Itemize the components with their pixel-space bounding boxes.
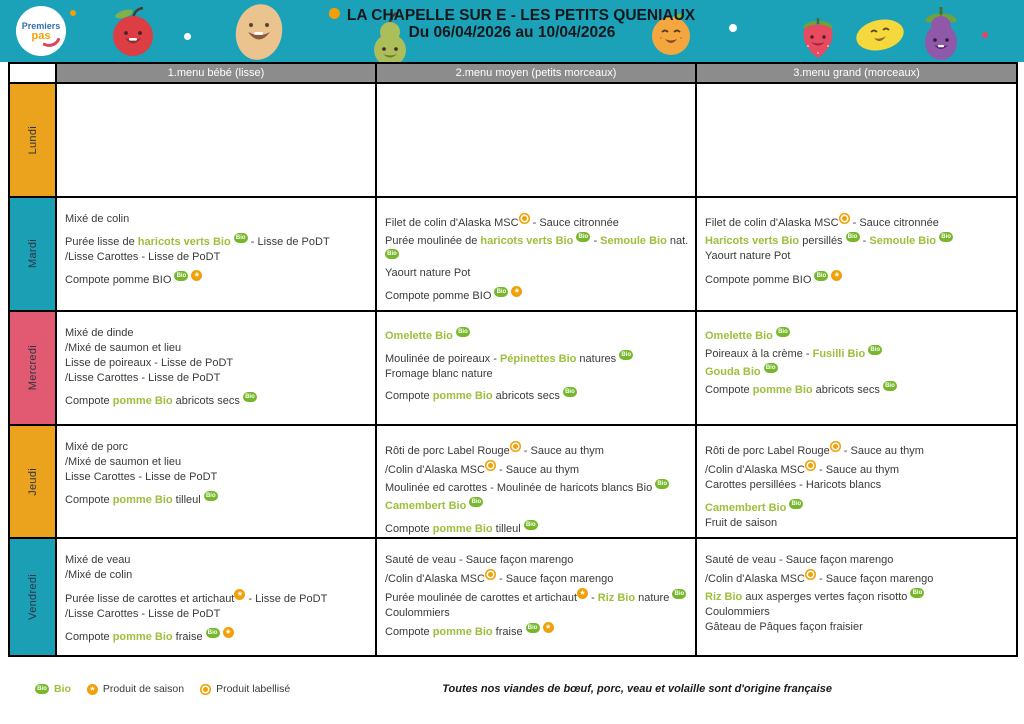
bio-icon: Bio — [456, 327, 470, 337]
menu-line: /Mixé de saumon et lieu — [65, 342, 182, 354]
season-product-icon: * — [223, 627, 234, 638]
menu-line: Gouda Bio Bio — [705, 363, 1013, 380]
menu-line: Compote pomme Bio fraise Bio * — [65, 627, 372, 645]
dot-icon — [70, 10, 76, 16]
menu-line: Mixé de veau — [65, 554, 131, 566]
menu-line: Sauté de veau - Sauce façon marengo — [705, 554, 894, 566]
day-label-mercredi — [10, 312, 57, 426]
labelled-product-icon — [805, 569, 816, 580]
potato-icon — [226, 2, 292, 62]
day-label-text: Mardi — [26, 239, 39, 269]
legend-label: Bio — [54, 683, 71, 695]
menu-line: Coulommiers — [385, 607, 450, 619]
bio-icon: Bio — [576, 232, 590, 242]
menu-line: Compote pomme BIO Bio * — [65, 270, 372, 288]
menu-line: Compote pomme BIO Bio * — [385, 286, 692, 304]
menu-line: Coulommiers — [705, 606, 770, 618]
menu-line: /Mixé de colin — [65, 569, 133, 581]
day-label-text: Vendredi — [26, 574, 39, 620]
menu-line: Fromage blanc nature — [385, 367, 493, 380]
footer — [0, 683, 1024, 695]
season-product-icon: * — [234, 589, 245, 600]
day-label-vendredi — [10, 539, 57, 657]
menu-line: Mixé de porc — [65, 441, 128, 453]
bio-icon: Bio — [563, 387, 577, 397]
menu-line: Fruit de saison — [705, 516, 778, 529]
day-label-mardi — [10, 198, 57, 312]
labelled-product-icon — [200, 684, 211, 695]
menu-jeudi-col1 — [57, 426, 377, 539]
season-product-icon: * — [831, 270, 842, 281]
bio-icon: Bio — [789, 499, 803, 509]
labelled-product-icon — [805, 460, 816, 471]
menu-line: Carottes persillées - Haricots blancs — [705, 479, 882, 491]
bio-icon: Bio — [776, 327, 790, 337]
eggplant-icon — [918, 4, 964, 62]
page-title: LA CHAPELLE SUR E - LES PETITS QUENIAUX — [329, 7, 695, 24]
menu-line: Sauté de veau - Sauce façon marengo — [385, 554, 574, 566]
bio-icon: Bio — [524, 520, 538, 530]
table-corner — [10, 64, 57, 84]
menu-line: Poireaux à la crème - Fusilli Bio Bio — [705, 345, 1013, 362]
bio-icon: Bio — [672, 589, 686, 599]
menu-vendredi-col2 — [377, 539, 697, 657]
menu-line: Compote pomme Bio abricots secs Bio — [385, 387, 692, 404]
menu-mercredi-col1 — [57, 312, 377, 426]
lemon-icon — [852, 14, 908, 56]
dot-icon — [982, 32, 988, 38]
labelled-product-icon — [485, 569, 496, 580]
bio-icon: Bio — [174, 271, 188, 281]
menu-line: /Lisse Carottes - Lisse de PoDT — [65, 607, 221, 620]
date-range: Du 06/04/2026 au 10/04/2026 — [408, 24, 616, 41]
menu-line: Omelette Bio Bio — [705, 327, 1013, 344]
menu-line: Yaourt nature Pot — [705, 250, 791, 262]
bullet-icon — [329, 8, 340, 19]
bio-icon: Bio — [846, 232, 860, 242]
banner-title — [329, 7, 695, 41]
menu-line: Filet de colin d'Alaska MSC - Sauce citronnée — [385, 213, 692, 231]
bio-icon: Bio — [494, 287, 508, 297]
menu-line: Purée lisse de carottes et artichaut * - Lisse de PoDT — [65, 589, 328, 605]
menu-lundi-col1 — [57, 84, 377, 198]
menu-line: Compote pomme Bio tilleul Bio — [65, 491, 372, 508]
legend-label: Produit de saison — [102, 683, 185, 695]
column-header-3: 3.menu grand (morceaux) — [697, 64, 1018, 84]
legend-item-bio — [35, 683, 71, 695]
bio-icon: Bio — [883, 381, 897, 391]
bio-icon: Bio — [234, 233, 248, 243]
menu-line: Filet de colin d'Alaska MSC - Sauce citronnée — [705, 213, 1013, 231]
menu-line: Mixé de colin — [65, 213, 130, 225]
season-product-icon: * — [577, 588, 588, 599]
menu-line: Haricots verts Bio persillés Bio - Semoule Bio Bio — [705, 232, 1013, 249]
season-product-icon: * — [87, 684, 98, 695]
strawberry-icon — [796, 16, 840, 60]
menu-line: Compote pomme Bio abricots secs Bio — [65, 392, 372, 409]
menu-mardi-col1 — [57, 198, 377, 312]
day-label-lundi — [10, 84, 57, 198]
day-label-jeudi — [10, 426, 57, 539]
menu-line: Purée moulinée de carottes et artichaut * - Riz Bio nature Bio — [385, 588, 692, 606]
bio-icon: Bio — [939, 232, 953, 242]
bio-icon: Bio — [868, 345, 882, 355]
bio-icon: Bio — [469, 497, 483, 507]
menu-mardi-col2 — [377, 198, 697, 312]
dot-icon — [184, 33, 191, 40]
menu-line: Lisse de poireaux - Lisse de PoDT — [65, 357, 234, 369]
menu-line: Riz Bio aux asperges vertes façon risotto Bio — [705, 588, 1013, 605]
menu-line: /Colin d'Alaska MSC - Sauce au thym — [385, 460, 692, 478]
origin-note: Toutes nos viandes de bœuf, porc, veau et volaille sont d'origine française — [442, 683, 832, 695]
menu-line: Rôti de porc Label Rouge - Sauce au thym — [385, 441, 692, 459]
menu-line: Yaourt nature Pot — [385, 266, 471, 279]
logo-text-bottom: pas — [31, 30, 51, 42]
legend-label: Produit labellisé — [216, 683, 291, 695]
bio-icon: Bio — [385, 249, 399, 259]
menu-line: /Colin d'Alaska MSC - Sauce façon marengo — [705, 569, 1013, 587]
menu-mardi-col3 — [697, 198, 1018, 312]
menu-line: Purée lisse de haricots verts Bio Bio - Lisse de PoDT — [65, 234, 330, 248]
bio-icon: Bio — [204, 491, 218, 501]
labelled-product-icon — [519, 213, 530, 224]
menu-line: Omelette Bio Bio — [385, 327, 692, 344]
menu-line: Rôti de porc Label Rouge - Sauce au thym — [705, 441, 1013, 459]
menu-line: Lisse Carottes - Lisse de PoDT — [65, 471, 218, 483]
menu-line: /Mixé de saumon et lieu — [65, 456, 182, 468]
labelled-product-icon — [830, 441, 841, 452]
apple-icon — [106, 6, 160, 58]
menu-line: Compote pomme Bio abricots secs Bio — [705, 381, 1013, 398]
logo-swoosh-icon — [43, 34, 61, 50]
menu-jeudi-col2 — [377, 426, 697, 539]
bio-icon: Bio — [764, 363, 778, 373]
menu-mercredi-col3 — [697, 312, 1018, 426]
menu-table — [8, 62, 1018, 657]
menu-mercredi-col2 — [377, 312, 697, 426]
bio-icon: Bio — [243, 392, 257, 402]
bio-icon: Bio — [910, 588, 924, 598]
menu-line: Compote pomme BIO Bio * — [705, 270, 1013, 288]
labelled-product-icon — [485, 460, 496, 471]
menu-line: /Colin d'Alaska MSC - Sauce au thym — [705, 460, 1013, 478]
day-label-text: Jeudi — [26, 467, 39, 496]
bio-icon: Bio — [814, 271, 828, 281]
bio-icon: Bio — [35, 684, 49, 694]
menu-line: /Lisse Carottes - Lisse de PoDT — [65, 372, 221, 384]
premiers-pas-logo — [16, 6, 66, 56]
day-label-text: Lundi — [26, 125, 39, 155]
bio-icon: Bio — [655, 479, 669, 489]
menu-line: Compote pomme Bio tilleul Bio — [385, 520, 692, 537]
menu-vendredi-col1 — [57, 539, 377, 657]
column-header-1: 1.menu bébé (lisse) — [57, 64, 377, 84]
dot-icon — [729, 24, 737, 32]
legend-item-label — [200, 683, 290, 695]
day-label-text: Mercredi — [26, 345, 39, 391]
labelled-product-icon — [510, 441, 521, 452]
bio-icon: Bio — [619, 350, 633, 360]
menu-line: Compote pomme Bio fraise Bio * — [385, 622, 692, 640]
column-header-2: 2.menu moyen (petits morceaux) — [377, 64, 697, 84]
menu-jeudi-col3 — [697, 426, 1018, 539]
banner — [0, 0, 1024, 62]
menu-lundi-col2 — [377, 84, 697, 198]
menu-line: Moulinée ed carottes - Moulinée de haricots blancs Bio Bio — [385, 479, 692, 496]
labelled-product-icon — [839, 213, 850, 224]
menu-line: Gâteau de Pâques façon fraisier — [705, 621, 863, 633]
menu-line: Camembert Bio Bio — [385, 497, 692, 514]
menu-vendredi-col3 — [697, 539, 1018, 657]
menu-line: /Lisse Carottes - Lisse de PoDT — [65, 250, 221, 263]
menu-line: Mixé de dinde — [65, 327, 134, 339]
menu-line: Camembert Bio Bio — [705, 499, 1013, 516]
bio-icon: Bio — [526, 623, 540, 633]
menu-line: /Colin d'Alaska MSC - Sauce façon marengo — [385, 569, 692, 587]
season-product-icon: * — [511, 286, 522, 297]
menu-lundi-col3 — [697, 84, 1018, 198]
legend-item-saison — [87, 683, 184, 695]
menu-line: Purée moulinée de haricots verts Bio Bio - Semoule Bio nat. Bio — [385, 234, 689, 257]
menu-line: Moulinée de poireaux - Pépinettes Bio natures Bio — [385, 350, 692, 367]
legend — [35, 683, 290, 695]
bio-icon: Bio — [206, 628, 220, 638]
season-product-icon: * — [191, 270, 202, 281]
logo-text-top: Premiers — [21, 21, 61, 31]
season-product-icon: * — [543, 622, 554, 633]
